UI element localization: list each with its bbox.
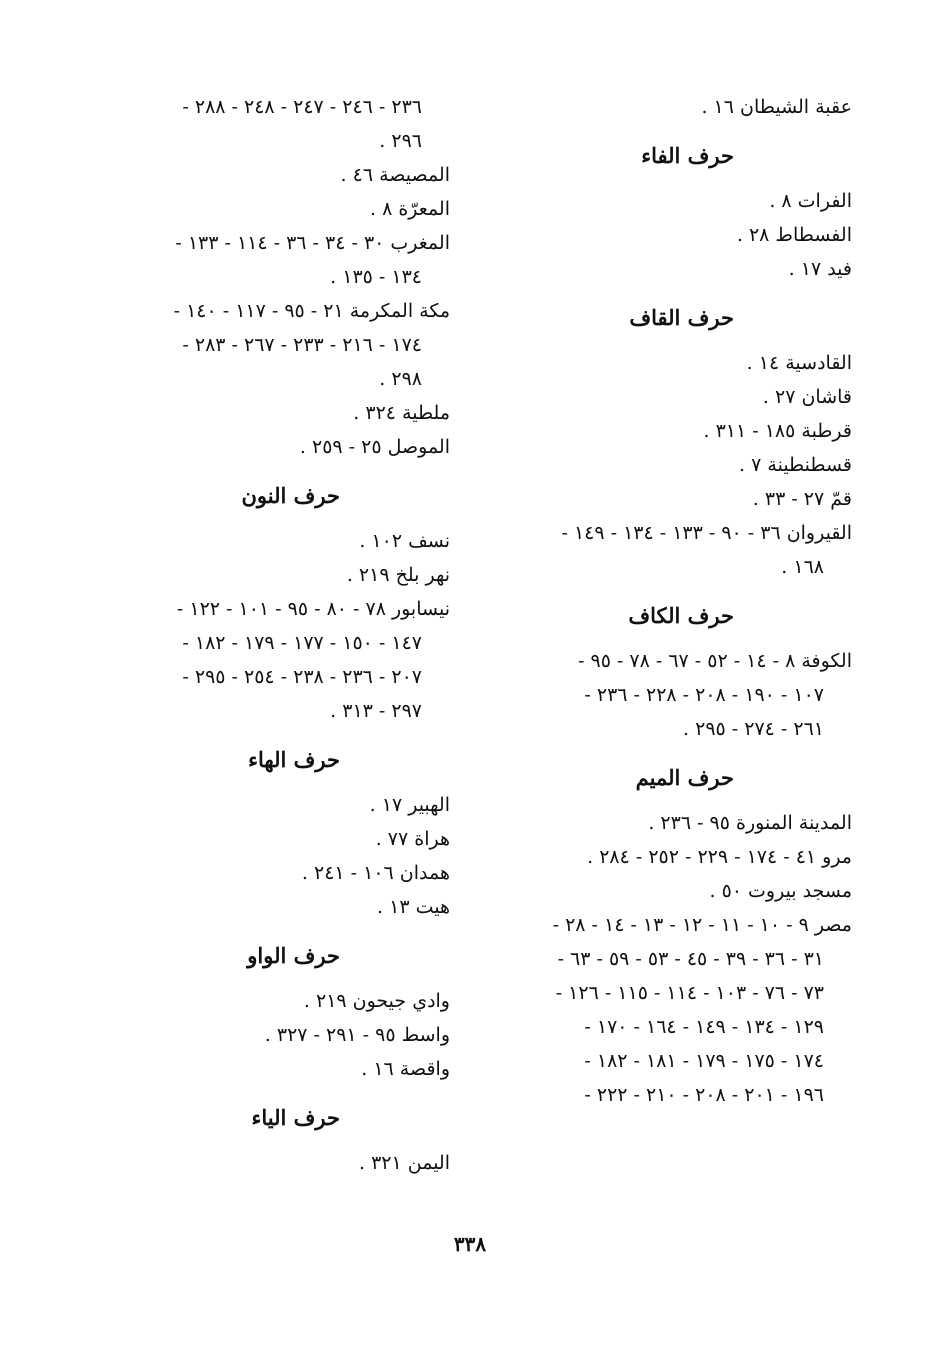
index-entry-continuation: ٢٣٦ - ٢٤٦ - ٢٤٧ - ٢٤٨ - ٢٨٨ - — [182, 96, 422, 118]
index-entry-continuation: ١٧٤ - ١٧٥ - ١٧٩ - ١٨١ - ١٨٢ - — [584, 1050, 824, 1072]
index-entry-continuation: ٣١ - ٣٦ - ٣٩ - ٤٥ - ٥٣ - ٥٩ - ٦٣ - — [557, 948, 824, 970]
section-heading-fa: حرف الفاء — [641, 143, 734, 168]
index-entry: مصر ٩ - ١٠ - ١١ - ١٢ - ١٣ - ١٤ - ٢٨ - — [552, 914, 852, 936]
index-entry-continuation: ٢٩٨ . — [379, 368, 422, 390]
index-entry-continuation: ١٠٧ - ١٩٠ - ٢٠٨ - ٢٢٨ - ٢٣٦ - — [584, 684, 824, 706]
index-entry: قاشان ٢٧ . — [762, 386, 852, 408]
section-heading-qaf: حرف القاف — [629, 305, 734, 330]
index-entry: المغرب ٣٠ - ٣٤ - ٣٦ - ١١٤ - ١٣٣ - — [175, 232, 450, 254]
index-entry: ملطية ٣٢٤ . — [353, 402, 450, 424]
index-entry: قمّ ٢٧ - ٣٣ . — [752, 488, 852, 510]
index-entry: نسف ١٠٢ . — [359, 530, 450, 552]
index-entry: فيد ١٧ . — [788, 258, 852, 280]
index-entry-continuation: ١٣٤ - ١٣٥ . — [330, 266, 422, 288]
index-entry: الهبير ١٧ . — [369, 794, 450, 816]
index-entry: وادي جيحون ٢١٩ . — [303, 990, 450, 1012]
section-heading-ya: حرف الياء — [251, 1105, 340, 1130]
index-entry: اليمن ٣٢١ . — [358, 1152, 450, 1174]
left-column — [90, 90, 450, 1180]
index-entry: قسطنطينة ٧ . — [739, 454, 852, 476]
page-number: ٣٣٨ — [453, 1232, 487, 1256]
section-heading-mim: حرف الميم — [635, 765, 734, 790]
index-entry-continuation: ١٦٨ . — [781, 556, 824, 578]
index-entry: عقبة الشيطان ١٦ . — [701, 96, 852, 118]
index-entry-continuation: ٢٦١ - ٢٧٤ - ٢٩٥ . — [683, 718, 824, 740]
section-heading-kaf: حرف الكاف — [628, 603, 734, 628]
index-entry-continuation: ١٢٩ - ١٣٤ - ١٤٩ - ١٦٤ - ١٧٠ - — [584, 1016, 824, 1038]
index-entry-continuation: ٧٣ - ٧٦ - ١٠٣ - ١١٤ - ١١٥ - ١٢٦ - — [555, 982, 824, 1004]
index-entry: الفسطاط ٢٨ . — [736, 224, 852, 246]
index-entry: القيروان ٣٦ - ٩٠ - ١٣٣ - ١٣٤ - ١٤٩ - — [561, 522, 852, 544]
index-entry: نيسابور ٧٨ - ٨٠ - ٩٥ - ١٠١ - ١٢٢ - — [176, 598, 450, 620]
index-entry: مسجد بيروت ٥٠ . — [709, 880, 852, 902]
index-entry-continuation: ٢٩٧ - ٣١٣ . — [330, 700, 422, 722]
index-entry: نهر بلخ ٢١٩ . — [346, 564, 450, 586]
index-entry-continuation: ١٤٧ - ١٥٠ - ١٧٧ - ١٧٩ - ١٨٢ - — [182, 632, 422, 654]
index-entry: المصيصة ٤٦ . — [340, 164, 450, 186]
index-entry: المعرّة ٨ . — [369, 198, 450, 220]
index-entry-continuation: ٢٠٧ - ٢٣٦ - ٢٣٨ - ٢٥٤ - ٢٩٥ - — [182, 666, 422, 688]
index-entry: القادسية ١٤ . — [746, 352, 852, 374]
index-entry: الكوفة ٨ - ١٤ - ٥٢ - ٦٧ - ٧٨ - ٩٥ - — [578, 650, 852, 672]
index-entry: المدينة المنورة ٩٥ - ٢٣٦ . — [648, 812, 852, 834]
index-entry: الفرات ٨ . — [769, 190, 852, 212]
index-entry: هراة ٧٧ . — [375, 828, 450, 850]
index-entry: الموصل ٢٥ - ٢٥٩ . — [299, 436, 450, 458]
index-entry-continuation: ١٧٤ - ٢١٦ - ٢٣٣ - ٢٦٧ - ٢٨٣ - — [182, 334, 422, 356]
index-entry: همدان ١٠٦ - ٢٤١ . — [301, 862, 450, 884]
index-entry: قرطبة ١٨٥ - ٣١١ . — [703, 420, 852, 442]
index-entry-continuation: ٢٩٦ . — [379, 130, 422, 152]
index-entry: مرو ٤١ - ١٧٤ - ٢٢٩ - ٢٥٢ - ٢٨٤ . — [587, 846, 852, 868]
section-heading-ha: حرف الهاء — [248, 747, 340, 772]
right-column — [492, 90, 852, 1112]
index-entry: مكة المكرمة ٢١ - ٩٥ - ١١٧ - ١٤٠ - — [173, 300, 450, 322]
index-entry: واسط ٩٥ - ٢٩١ - ٣٢٧ . — [264, 1024, 450, 1046]
section-heading-nun: حرف النون — [241, 483, 340, 508]
index-entry-continuation: ١٩٦ - ٢٠١ - ٢٠٨ - ٢١٠ - ٢٢٢ - — [584, 1084, 824, 1106]
index-entry: هيت ١٣ . — [377, 896, 450, 918]
section-heading-waw: حرف الواو — [247, 943, 340, 968]
index-entry: واقصة ١٦ . — [361, 1058, 450, 1080]
